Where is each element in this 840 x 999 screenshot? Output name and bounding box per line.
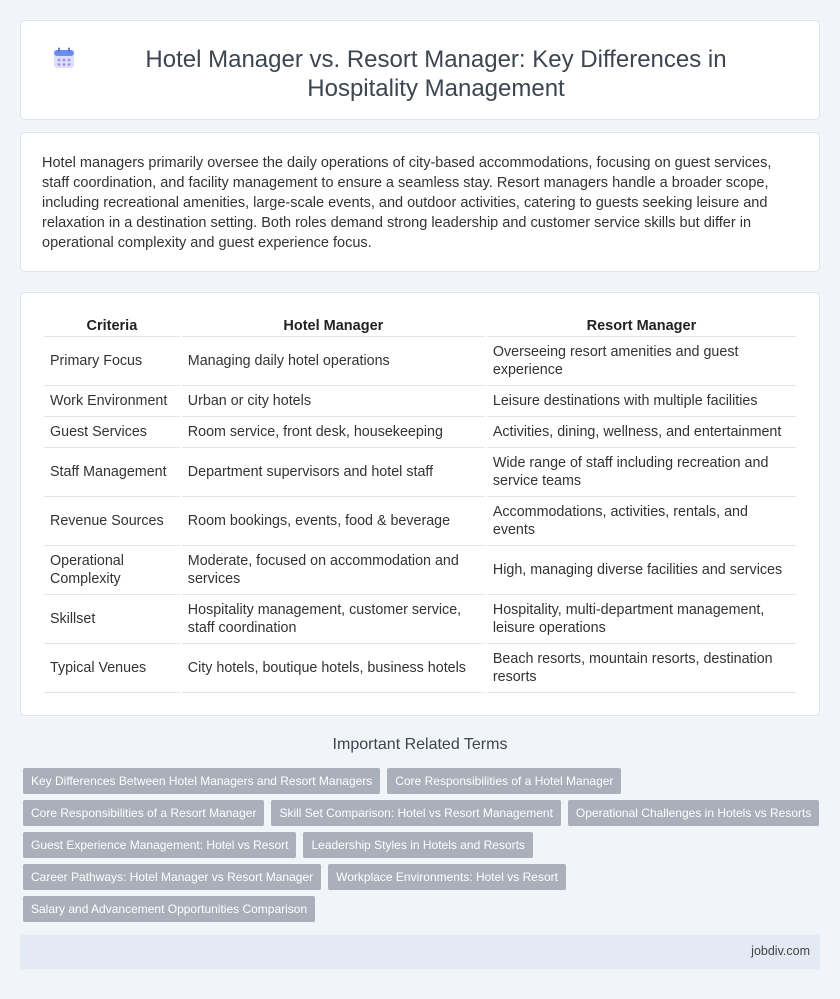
table-cell-criteria: Operational Complexity [44,546,180,595]
intro-paragraph: Hotel managers primarily oversee the daily operations of city-based accommodations, focusing on guest services, staff coordination, and facility management to ensure a seamless stay. Resort managers handle a broader scope, including recreational amenities, large-scale events, and outdoor activities, catering to guests seeking leisure and relaxation in a destination setting. Both roles demand strong leadership and customer service skills but differ in operational complexity and guest experience focus. [42,155,772,251]
table-cell-hotel: City hotels, boutique hotels, business hotels [182,644,485,693]
related-term-tag[interactable]: Leadership Styles in Hotels and Resorts [303,832,532,858]
tag-row [23,864,823,890]
table-row [44,595,796,644]
table-cell-resort: Accommodations, activities, rentals, and events [487,497,796,546]
footer [20,935,820,969]
table-cell-resort: Leisure destinations with multiple facilities [487,386,796,417]
related-terms-tags [23,768,823,928]
related-term-tag[interactable]: Workplace Environments: Hotel vs Resort [328,864,566,890]
table-cell-resort: Wide range of staff including recreation and service teams [487,448,796,497]
related-term-tag[interactable]: Core Responsibilities of a Hotel Manager [387,768,621,794]
related-term-tag[interactable]: Operational Challenges in Hotels vs Resorts [568,800,819,826]
table-row [44,337,796,386]
comparison-table [42,315,798,693]
table-cell-criteria: Skillset [44,595,180,644]
table-cell-hotel: Department supervisors and hotel staff [182,448,485,497]
related-term-tag[interactable]: Salary and Advancement Opportunities Comparison [23,896,315,922]
header-criteria: Criteria [44,315,180,337]
related-term-tag[interactable]: Guest Experience Management: Hotel vs Resort [23,832,296,858]
related-term-tag[interactable]: Key Differences Between Hotel Managers and Resort Managers [23,768,380,794]
related-term-tag[interactable]: Core Responsibilities of a Resort Manager [23,800,264,826]
table-header-row [44,315,796,337]
table-cell-criteria: Guest Services [44,417,180,448]
footer-site-link[interactable]: jobdiv.com [751,944,810,958]
table-cell-criteria: Revenue Sources [44,497,180,546]
table-cell-hotel: Managing daily hotel operations [182,337,485,386]
table-cell-criteria: Staff Management [44,448,180,497]
table-row [44,546,796,595]
related-terms-title: Important Related Terms [332,736,508,753]
header-resort-manager: Resort Manager [487,315,796,337]
table-row [44,448,796,497]
tag-row [23,832,823,858]
table-cell-resort: Beach resorts, mountain resorts, destination resorts [487,644,796,693]
table-cell-hotel: Urban or city hotels [182,386,485,417]
page-title: Hotel Manager vs. Resort Manager: Key Differences in Hospitality Management [145,46,727,102]
title-card [20,20,820,120]
table-cell-resort: Activities, dining, wellness, and entertainment [487,417,796,448]
table-cell-criteria: Primary Focus [44,337,180,386]
table-row [44,386,796,417]
comparison-table-card [20,292,820,716]
title-wrap [21,45,821,103]
tag-row [23,768,823,794]
intro-card [20,132,820,272]
table-row [44,497,796,546]
table-cell-resort: High, managing diverse facilities and services [487,546,796,595]
tag-row [23,896,823,922]
table-cell-criteria: Typical Venues [44,644,180,693]
table-cell-hotel: Room service, front desk, housekeeping [182,417,485,448]
table-row [44,417,796,448]
table-cell-resort: Overseeing resort amenities and guest experience [487,337,796,386]
table-cell-hotel: Hospitality management, customer service, staff coordination [182,595,485,644]
table-cell-hotel: Moderate, focused on accommodation and services [182,546,485,595]
table-cell-resort: Hospitality, multi-department management, leisure operations [487,595,796,644]
table-row [44,644,796,693]
header-hotel-manager: Hotel Manager [182,315,485,337]
related-term-tag[interactable]: Career Pathways: Hotel Manager vs Resort Manager [23,864,321,890]
related-term-tag[interactable]: Skill Set Comparison: Hotel vs Resort Management [271,800,560,826]
table-cell-hotel: Room bookings, events, food & beverage [182,497,485,546]
table-cell-criteria: Work Environment [44,386,180,417]
tag-row [23,800,823,826]
